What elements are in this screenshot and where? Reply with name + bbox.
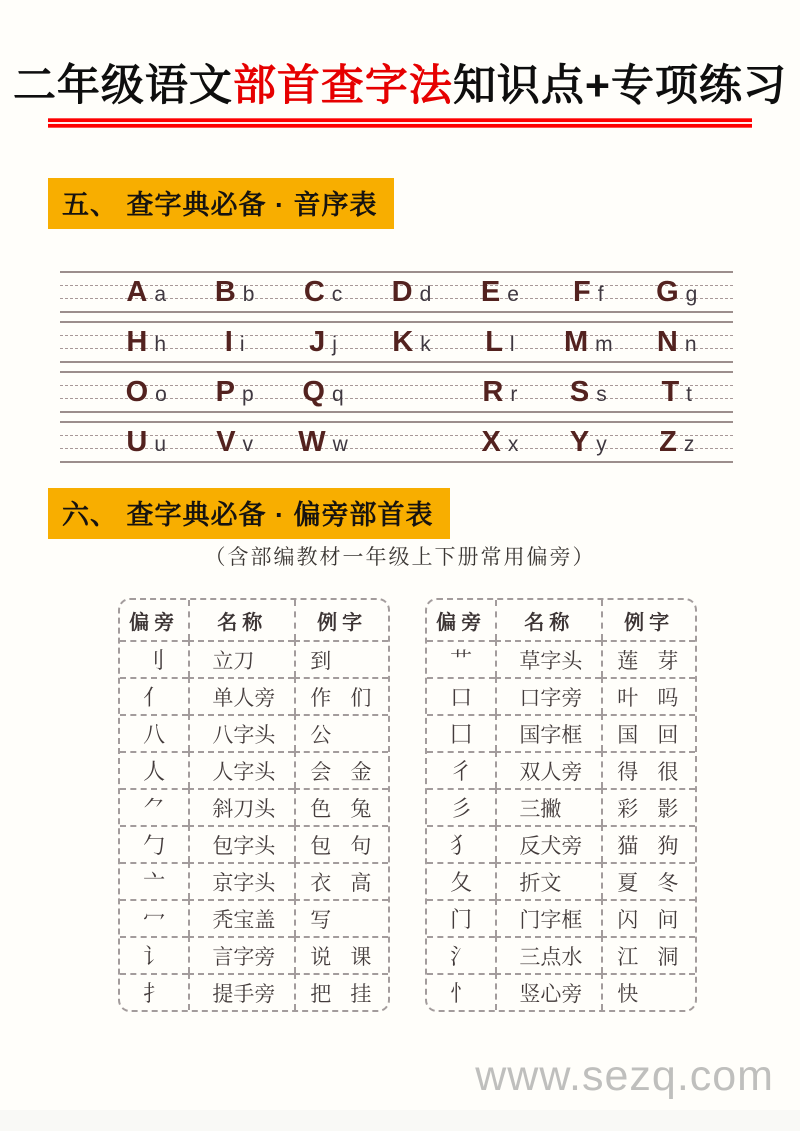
alphabet-row-cells <box>102 423 721 465</box>
radical-cell: 讠 <box>120 936 188 973</box>
alphabet-letter-pair <box>633 423 721 465</box>
name-cell: 秃宝盖 <box>188 899 294 936</box>
alphabet-letter-pair <box>279 423 367 465</box>
radical-table-left <box>118 598 390 1012</box>
example-cell: 把 挂 <box>294 973 388 1010</box>
example-cell: 说 课 <box>294 936 388 973</box>
name-cell: 包字头 <box>188 825 294 862</box>
radical-cell: 艹 <box>427 640 495 677</box>
lowercase-letter: s <box>596 383 607 406</box>
watermark: www.sezq.com <box>475 1052 774 1100</box>
lowercase-letter: l <box>509 333 515 356</box>
radical-cell: 人 <box>120 751 188 788</box>
name-cell: 草字头 <box>495 640 601 677</box>
uppercase-letter: T <box>661 376 680 408</box>
column-header: 名称 <box>495 600 601 640</box>
radical-cell: 亻 <box>120 677 188 714</box>
alphabet-letter-pair <box>367 423 455 465</box>
uppercase-letter: K <box>392 326 414 358</box>
uppercase-letter: G <box>656 276 679 308</box>
radical-table-right <box>425 598 697 1012</box>
alphabet-letter-pair <box>633 323 721 365</box>
title-prefix: 二年级语文 <box>12 62 233 110</box>
example-cell: 猫 狗 <box>601 825 695 862</box>
example-cell: 公 <box>294 714 388 751</box>
name-cell: 京字头 <box>188 862 294 899</box>
section-six-subtitle: （含部编教材一年级上下册常用偏旁） <box>204 545 596 569</box>
alphabet-letter-pair <box>544 273 632 315</box>
title-underline-rule <box>48 118 752 128</box>
example-cell: 国 回 <box>601 714 695 751</box>
uppercase-letter: E <box>480 276 501 308</box>
alphabet-row-cells <box>102 273 721 315</box>
radical-cell: 亠 <box>120 862 188 899</box>
uppercase-letter: Y <box>569 426 590 458</box>
example-cell: 会 金 <box>294 751 388 788</box>
uppercase-letter: Q <box>302 376 325 408</box>
name-cell: 反犬旁 <box>495 825 601 862</box>
alphabet-letter-pair <box>102 423 190 465</box>
lowercase-letter: m <box>595 333 613 356</box>
pinyin-alphabet-table <box>60 271 733 471</box>
name-cell: 折文 <box>495 862 601 899</box>
alphabet-letter-pair <box>190 273 278 315</box>
example-cell: 写 <box>294 899 388 936</box>
page-title <box>0 52 800 113</box>
uppercase-letter: P <box>215 376 235 408</box>
radical-cell: 忄 <box>427 973 495 1010</box>
example-cell: 衣 高 <box>294 862 388 899</box>
example-cell: 包 句 <box>294 825 388 862</box>
lowercase-letter: z <box>683 433 695 456</box>
uppercase-letter: H <box>126 326 148 358</box>
uppercase-letter: L <box>485 326 503 358</box>
column-header: 偏旁 <box>436 611 487 634</box>
lowercase-letter: u <box>154 433 167 456</box>
name-cell: 斜刀头 <box>188 788 294 825</box>
alphabet-letter-pair <box>102 373 190 415</box>
lowercase-letter: r <box>510 383 518 406</box>
lowercase-letter: x <box>507 433 519 456</box>
lowercase-letter: y <box>596 433 607 456</box>
example-cell: 快 <box>601 973 695 1010</box>
name-cell: 三点水 <box>495 936 601 973</box>
page-bottom-strip <box>0 1110 800 1131</box>
lowercase-letter: c <box>331 283 343 306</box>
alphabet-letter-pair <box>456 273 544 315</box>
lowercase-letter: k <box>420 333 431 356</box>
lowercase-letter: w <box>332 433 348 456</box>
lowercase-letter: t <box>686 383 693 406</box>
lowercase-letter: g <box>685 283 698 306</box>
example-cell: 莲 芽 <box>601 640 695 677</box>
section-six-heading: 六、 查字典必备 · 偏旁部首表 <box>48 488 450 539</box>
alphabet-row-cells <box>102 323 721 365</box>
radical-cell: 氵 <box>427 936 495 973</box>
alphabet-letter-pair <box>102 323 190 365</box>
uppercase-letter: U <box>126 426 148 458</box>
column-header: 名称 <box>188 600 294 640</box>
uppercase-letter: N <box>656 326 678 358</box>
radical-cell: 彳 <box>427 751 495 788</box>
alphabet-letter-pair <box>633 373 721 415</box>
alphabet-ruled-row <box>60 271 733 313</box>
column-header: 例字 <box>294 600 388 640</box>
uppercase-letter: V <box>216 426 236 458</box>
radical-cell: 夂 <box>427 862 495 899</box>
radical-cell: 门 <box>427 899 495 936</box>
name-cell: 国字框 <box>495 714 601 751</box>
section-five-heading: 五、 查字典必备 · 音序表 <box>48 178 394 229</box>
uppercase-letter: C <box>303 276 325 308</box>
title-suffix: 知识点+专项练习 <box>452 62 788 110</box>
uppercase-letter: R <box>482 376 504 408</box>
name-cell: 八字头 <box>188 714 294 751</box>
uppercase-letter: I <box>224 326 233 358</box>
alphabet-letter-pair <box>633 273 721 315</box>
uppercase-letter: S <box>569 376 590 408</box>
name-cell: 单人旁 <box>188 677 294 714</box>
radical-cell: 八 <box>120 714 188 751</box>
uppercase-letter: A <box>126 276 148 308</box>
lowercase-letter: e <box>507 283 519 306</box>
lowercase-letter: f <box>597 283 604 306</box>
alphabet-letter-pair <box>456 373 544 415</box>
example-cell: 色 兔 <box>294 788 388 825</box>
name-cell: 提手旁 <box>188 973 294 1010</box>
lowercase-letter: p <box>241 383 254 406</box>
title-highlight: 部首查字法 <box>232 62 453 110</box>
column-header: 偏旁 <box>129 611 180 634</box>
lowercase-letter: o <box>155 383 167 406</box>
alphabet-ruled-row <box>60 421 733 463</box>
name-cell: 言字旁 <box>188 936 294 973</box>
uppercase-letter: D <box>391 276 413 308</box>
example-cell: 作 们 <box>294 677 388 714</box>
column-header: 例字 <box>601 600 695 640</box>
uppercase-letter: F <box>573 276 591 308</box>
alphabet-letter-pair <box>456 423 544 465</box>
alphabet-letter-pair <box>544 373 632 415</box>
radical-cell: 扌 <box>120 973 188 1010</box>
name-cell: 门字框 <box>495 899 601 936</box>
alphabet-letter-pair <box>279 273 367 315</box>
lowercase-letter: d <box>419 283 432 306</box>
alphabet-letter-pair <box>456 323 544 365</box>
example-cell: 彩 影 <box>601 788 695 825</box>
alphabet-ruled-row <box>60 321 733 363</box>
radical-cell: 囗 <box>427 714 495 751</box>
radical-cell: 刂 <box>120 640 188 677</box>
alphabet-letter-pair <box>544 323 632 365</box>
example-cell: 叶 吗 <box>601 677 695 714</box>
lowercase-letter: q <box>331 383 344 406</box>
name-cell: 口字旁 <box>495 677 601 714</box>
name-cell: 竖心旁 <box>495 973 601 1010</box>
radical-cell: 勹 <box>120 825 188 862</box>
radical-cell: 犭 <box>427 825 495 862</box>
alphabet-letter-pair <box>190 373 278 415</box>
alphabet-row-cells <box>102 373 721 415</box>
alphabet-letter-pair <box>367 373 455 415</box>
lowercase-letter: b <box>242 283 255 306</box>
lowercase-letter: h <box>154 333 167 356</box>
uppercase-letter: M <box>563 326 589 358</box>
example-cell: 得 很 <box>601 751 695 788</box>
uppercase-letter: W <box>298 426 326 458</box>
radical-cell: 口 <box>427 677 495 714</box>
name-cell: 人字头 <box>188 751 294 788</box>
alphabet-letter-pair <box>190 423 278 465</box>
name-cell: 三撇 <box>495 788 601 825</box>
uppercase-letter: Z <box>659 426 677 458</box>
alphabet-letter-pair <box>544 423 632 465</box>
example-cell: 闪 问 <box>601 899 695 936</box>
alphabet-letter-pair <box>279 323 367 365</box>
example-cell: 到 <box>294 640 388 677</box>
uppercase-letter: B <box>214 276 236 308</box>
example-cell: 江 洞 <box>601 936 695 973</box>
radical-cell: 彡 <box>427 788 495 825</box>
radical-cell: ⺈ <box>120 788 188 825</box>
alphabet-letter-pair <box>102 273 190 315</box>
alphabet-letter-pair <box>190 323 278 365</box>
uppercase-letter: O <box>125 376 149 408</box>
uppercase-letter: X <box>481 426 501 458</box>
alphabet-letter-pair <box>279 373 367 415</box>
alphabet-letter-pair <box>367 323 455 365</box>
radical-cell: 冖 <box>120 899 188 936</box>
example-cell: 夏 冬 <box>601 862 695 899</box>
alphabet-letter-pair <box>367 273 455 315</box>
lowercase-letter: a <box>154 283 167 306</box>
alphabet-ruled-row <box>60 371 733 413</box>
lowercase-letter: n <box>684 333 697 356</box>
uppercase-letter: J <box>309 326 326 358</box>
name-cell: 立刀 <box>188 640 294 677</box>
name-cell: 双人旁 <box>495 751 601 788</box>
lowercase-letter: v <box>242 433 254 456</box>
lowercase-letter: j <box>332 333 337 356</box>
lowercase-letter: i <box>239 333 245 356</box>
